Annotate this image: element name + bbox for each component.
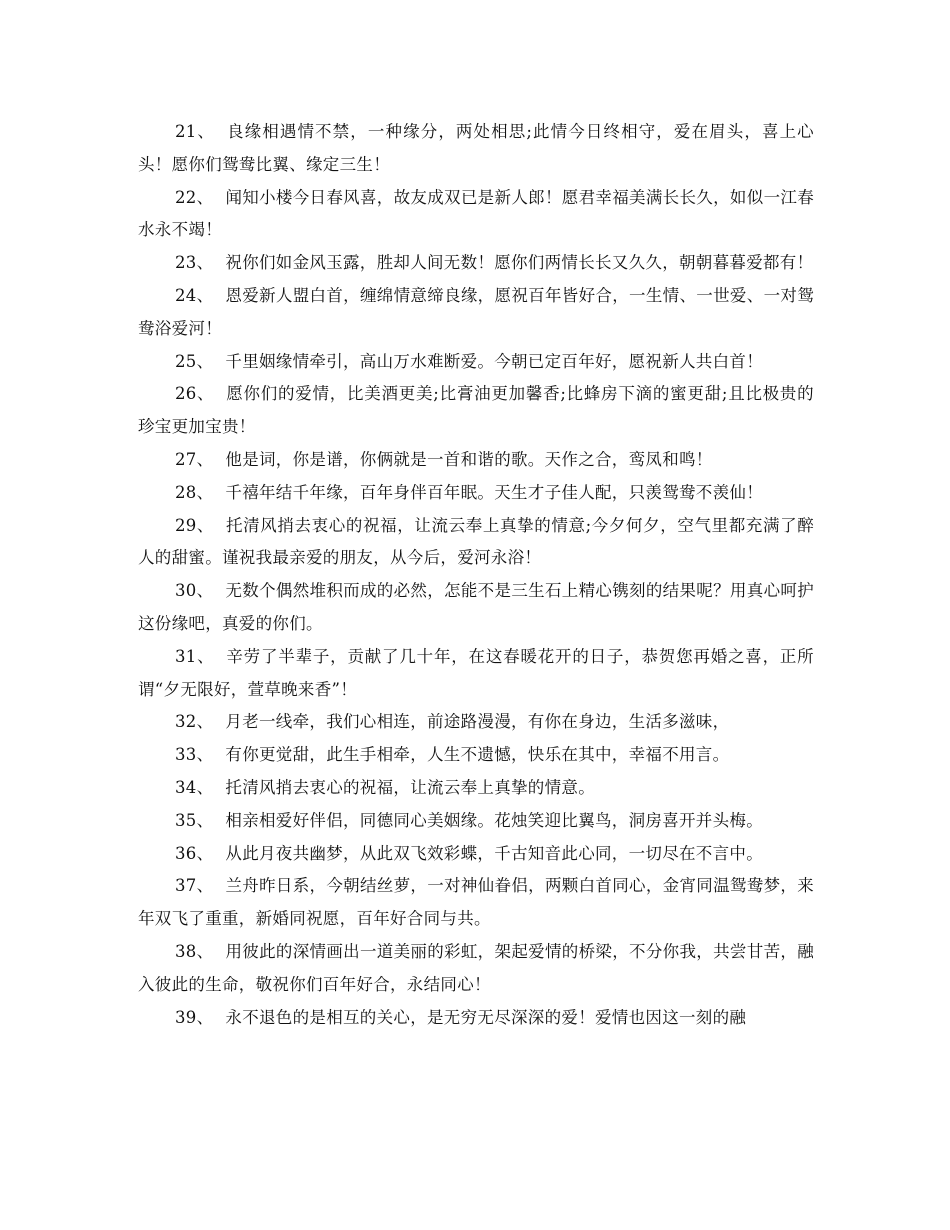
item-text: 兰舟昨日系，今朝结丝萝，一对神仙眷侣，两颗白首同心，金宵同温鸳鸯梦，来年双飞了重重，新婚同祝愿，百年好合同与共。 xyxy=(138,876,814,929)
item-text: 他是词，你是谱，你俩就是一首和谐的歌。天作之合，鸾凤和鸣！ xyxy=(225,449,713,469)
item-text: 闻知小楼今日春风喜，故友成双已是新人郎！愿君幸福美满长长久，如似一江春水永不竭！ xyxy=(138,187,814,240)
item-number: 31、 xyxy=(175,646,215,666)
item-number: 30、 xyxy=(175,581,214,601)
paragraph-24 xyxy=(138,280,814,346)
item-text: 有你更觉甜，此生手相牵，人生不遗憾，快乐在其中，幸福不用言。 xyxy=(225,745,730,765)
paragraph-35 xyxy=(138,805,814,838)
item-text: 祝你们如金风玉露，胜却人间无数！愿你们两情长长又久久，朝朝暮暮爱都有！ xyxy=(225,253,814,273)
paragraph-37 xyxy=(138,870,814,936)
paragraph-21 xyxy=(138,116,814,182)
paragraph-28 xyxy=(138,477,814,510)
item-text: 托清风捎去衷心的祝福，让流云奉上真挚的情意;今夕何夕，空气里都充满了醉人的甜蜜。谨祝我最亲爱的朋友，从今后，爱河永浴！ xyxy=(138,515,814,568)
item-number: 22、 xyxy=(175,187,214,207)
item-text: 愿你们的爱情，比美酒更美;比膏油更加馨香;比蜂房下滴的蜜更甜;且比极贵的珍宝更加宝贵！ xyxy=(138,384,814,437)
paragraph-39 xyxy=(138,1002,814,1035)
paragraph-25 xyxy=(138,346,814,379)
paragraph-23 xyxy=(138,247,814,280)
item-number: 23、 xyxy=(175,253,214,273)
item-number: 34、 xyxy=(175,777,214,797)
item-text: 月老一线牵，我们心相连，前途路漫漫，有你在身边，生活多滋味， xyxy=(225,712,730,732)
paragraph-26 xyxy=(138,378,814,444)
paragraph-22 xyxy=(138,182,814,248)
item-text: 辛劳了半辈子，贡献了几十年，在这春暖花开的日子，恭贺您再婚之喜，正所谓“夕无限好，萱草晚来香”！ xyxy=(138,646,814,699)
item-text: 用彼此的深情画出一道美丽的彩虹，架起爱情的桥梁，不分你我，共尝甘苦，融入彼此的生命，敬祝你们百年好合，永结同心！ xyxy=(138,941,814,994)
item-text: 托清风捎去衷心的祝福，让流云奉上真挚的情意。 xyxy=(225,777,596,797)
item-text: 良缘相遇情不禁，一种缘分，两处相思;此情今日终相守，爱在眉头，喜上心头！愿你们鸳鸯比翼、缘定三生！ xyxy=(138,122,814,174)
item-number: 28、 xyxy=(175,482,214,502)
item-text: 千禧年结千年缘，百年身伴百年眠。天生才子佳人配，只羡鸳鸯不羡仙！ xyxy=(225,482,764,502)
item-number: 39、 xyxy=(175,1007,214,1027)
item-number: 25、 xyxy=(175,351,214,371)
item-number: 32、 xyxy=(175,712,214,732)
item-number: 27、 xyxy=(175,449,214,469)
paragraph-33 xyxy=(138,739,814,772)
item-number: 21、 xyxy=(175,122,216,141)
item-number: 37、 xyxy=(175,876,214,896)
item-number: 26、 xyxy=(175,384,215,404)
paragraph-27 xyxy=(138,444,814,477)
paragraph-30 xyxy=(138,575,814,641)
item-number: 36、 xyxy=(175,843,214,863)
item-number: 24、 xyxy=(175,285,214,305)
item-number: 38、 xyxy=(175,941,214,961)
item-text: 相亲相爱好伴侣，同德同心美姻缘。花烛笑迎比翼鸟，洞房喜开并头梅。 xyxy=(225,810,764,830)
item-number: 29、 xyxy=(175,515,215,535)
item-text: 千里姻缘情牵引，高山万水难断爱。今朝已定百年好，愿祝新人共白首！ xyxy=(225,351,764,371)
document-body xyxy=(138,116,814,1034)
paragraph-32 xyxy=(138,706,814,739)
item-text: 恩爱新人盟白首，缠绵情意缔良缘，愿祝百年皆好合，一生情、一世爱、一对鸳鸯浴爱河！ xyxy=(138,285,814,338)
item-text: 无数个偶然堆积而成的必然，怎能不是三生石上精心镌刻的结果呢？用真心呵护这份缘吧，真爱的你们。 xyxy=(138,581,814,633)
paragraph-38 xyxy=(138,936,814,1002)
paragraph-29 xyxy=(138,510,814,576)
item-text: 永不退色的是相互的关心，是无穷无尽深深的爱！爱情也因这一刻的融 xyxy=(225,1007,747,1027)
item-number: 33、 xyxy=(175,745,214,765)
item-text: 从此月夜共幽梦，从此双飞效彩蝶，千古知音此心同，一切尽在不言中。 xyxy=(225,843,764,863)
paragraph-34 xyxy=(138,772,814,805)
paragraph-36 xyxy=(138,838,814,871)
item-number: 35、 xyxy=(175,810,214,830)
paragraph-31 xyxy=(138,641,814,707)
